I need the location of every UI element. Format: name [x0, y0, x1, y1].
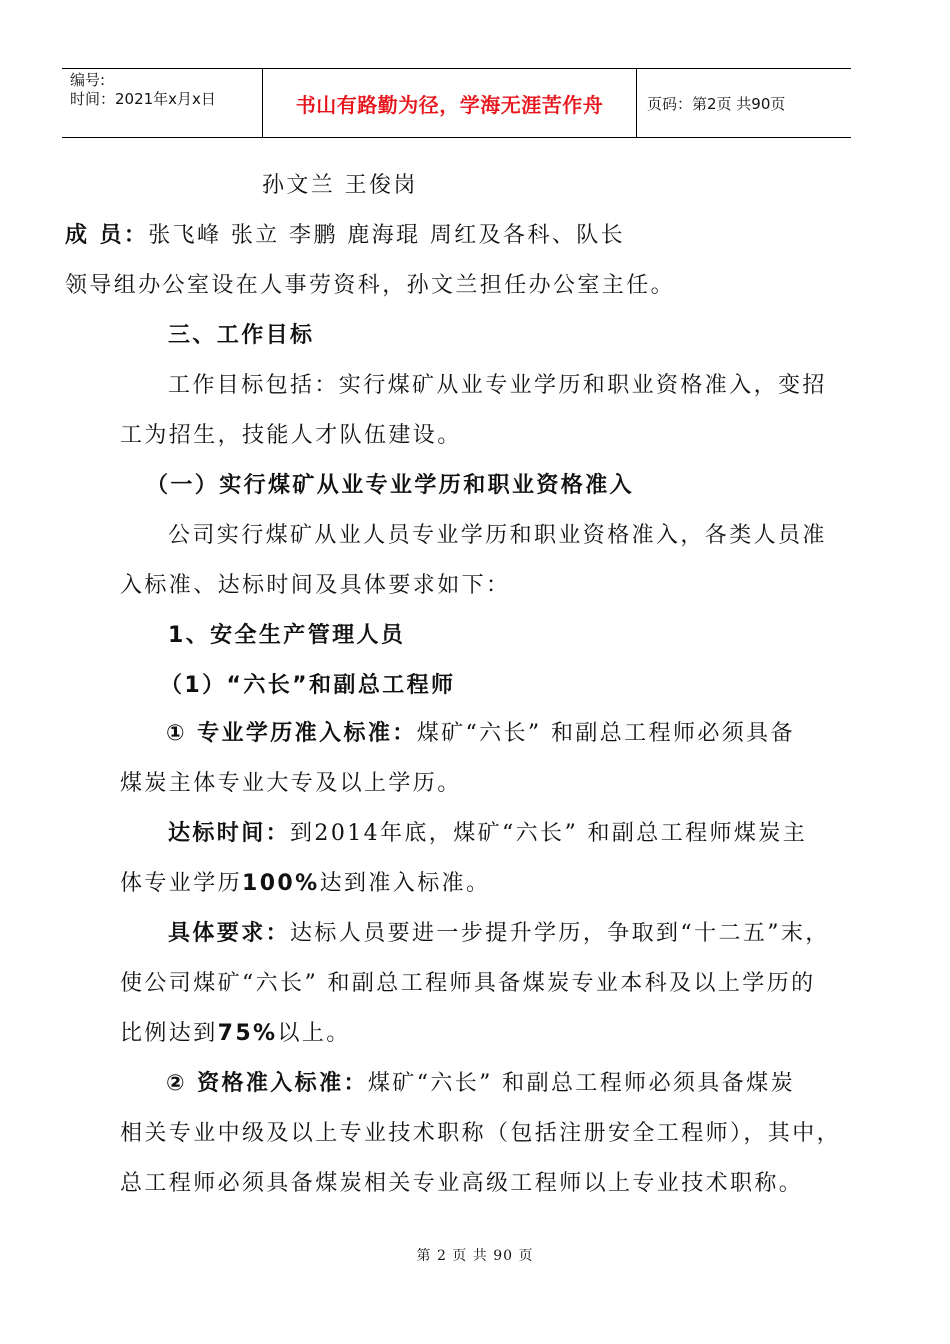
paragraph-line: 总工程师必须具备煤炭相关专业高级工程师以上专业技术职称。	[120, 1171, 804, 1196]
paragraph-text: 达标人员要进一步提升学历，争取到“十二五”末，	[290, 921, 830, 946]
paragraph-line: 相关专业中级及以上专业技术职称（包括注册安全工程师），其中，	[120, 1121, 842, 1146]
members-line	[65, 222, 625, 250]
paragraph-line	[168, 920, 830, 948]
leader-names-line: 孙文兰 王俊岗	[262, 173, 418, 198]
header-page-info: 页码：第2页 共90页	[647, 94, 786, 113]
requirements-label: 具体要求：	[168, 921, 291, 946]
header-meta	[70, 71, 216, 109]
deadline-label: 达标时间：	[168, 821, 291, 846]
document-time: 时间：2021年x月x日	[70, 90, 216, 108]
education-standard-label: ① 专业学历准入标准：	[166, 721, 417, 746]
paragraph-line: 入标准、达标时间及具体要求如下：	[120, 573, 511, 598]
paragraph-line	[166, 1070, 795, 1098]
paragraph-line	[120, 1020, 351, 1048]
page-header	[62, 68, 851, 138]
paragraph-line	[166, 720, 795, 748]
office-line: 领导组办公室设在人事劳资科，孙文兰担任办公室主任。	[65, 273, 676, 298]
qualification-standard-label: ② 资格准入标准：	[166, 1071, 368, 1096]
document-number-label: 编号:	[70, 71, 106, 89]
paragraph-text: 煤矿“六长” 和副总工程师必须具备	[416, 721, 795, 746]
paragraph-text: 比例达到	[120, 1021, 218, 1046]
paragraph-text: 到2014年底，煤矿“六长” 和副总工程师煤炭主	[290, 821, 808, 846]
paragraph-line: 公司实行煤矿从业人员专业学历和职业资格准入，各类人员准	[168, 523, 827, 548]
members-label: 成 员：	[65, 223, 149, 248]
members-list: 张飞峰 张立 李鹏 鹿海琨 周红及各科、队长	[148, 223, 626, 248]
paragraph-line: 工为招生，技能人才队伍建设。	[120, 423, 462, 448]
paragraph-line	[120, 870, 490, 898]
paragraph-line: 煤炭主体专业大专及以上学历。	[120, 771, 462, 796]
paragraph-line: 工作目标包括：实行煤矿从业专业学历和职业资格准入，变招	[168, 373, 827, 398]
paragraph-text: 煤矿“六长” 和副总工程师必须具备煤炭	[367, 1071, 795, 1096]
item-subheading: （1）“六长”和副总工程师	[160, 673, 456, 698]
paragraph-text: 以上。	[277, 1021, 351, 1046]
page-footer: 第 2 页 共 90 页	[416, 1248, 534, 1264]
header-motto: 书山有路勤为径，学海无涯苦作舟	[295, 92, 604, 117]
paragraph-text: 达到准入标准。	[319, 871, 491, 896]
percentage-value: 100%	[242, 871, 320, 896]
paragraph-text: 体专业学历	[120, 871, 243, 896]
subsection-heading: （一）实行煤矿从业专业学历和职业资格准入	[146, 473, 635, 498]
percentage-value: 75%	[217, 1021, 278, 1046]
paragraph-line: 使公司煤矿“六长” 和副总工程师具备煤炭专业本科及以上学历的	[120, 971, 816, 996]
header-divider	[636, 69, 637, 137]
section-heading: 三、工作目标	[168, 323, 315, 348]
item-heading: 1、安全生产管理人员	[168, 623, 406, 648]
paragraph-line	[168, 820, 807, 848]
